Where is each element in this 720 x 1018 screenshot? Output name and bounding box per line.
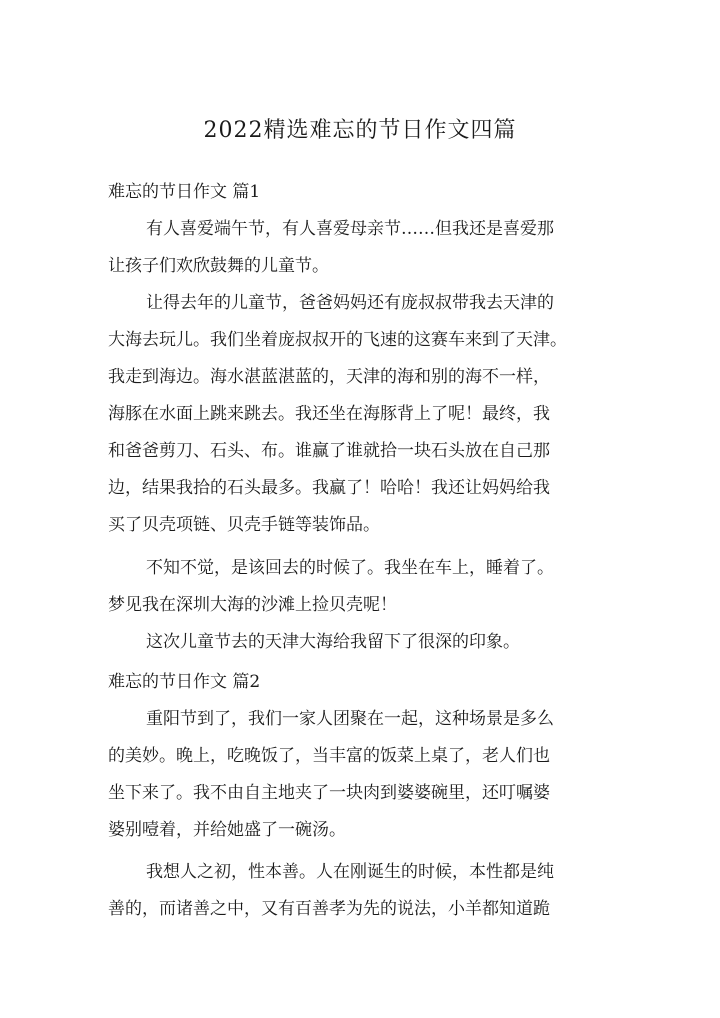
document-title: 2022精选难忘的节日作文四篇: [203, 118, 517, 143]
paragraph-line: 大海去玩儿。我们坐着庞叔叔开的飞速的这赛车来到了天津。: [108, 330, 567, 350]
paragraph-line: 这次儿童节去的天津大海给我留下了很深的印象。: [146, 632, 520, 652]
paragraph-line: 的美妙。晚上，吃晚饭了，当丰富的饭菜上桌了，老人们也: [108, 746, 550, 766]
paragraph-line: 善的，而诸善之中，又有百善孝为先的说法，小羊都知道跪: [108, 899, 550, 919]
section-heading-1: 难忘的节日作文 篇1: [108, 182, 261, 202]
paragraph-line: 和爸爸剪刀、石头、布。谁赢了谁就拾一块石头放在自己那: [108, 441, 550, 461]
paragraph-line: 我想人之初，性本善。人在刚诞生的时候，本性都是纯: [146, 862, 554, 882]
paragraph-line: 婆别噎着，并给她盛了一碗汤。: [108, 820, 346, 840]
paragraph-line: 海豚在水面上跳来跳去。我还坐在海豚背上了呢！最终，我: [108, 404, 550, 424]
paragraph-line: 让孩子们欢欣鼓舞的儿童节。: [108, 256, 329, 276]
paragraph-line: 买了贝壳项链、贝壳手链等装饰品。: [108, 515, 380, 535]
paragraph-line: 梦见我在深圳大海的沙滩上捡贝壳呢！: [108, 595, 397, 615]
paragraph-line: 不知不觉，是该回去的时候了。我坐在车上，睡着了。: [146, 558, 554, 578]
paragraph-line: 让得去年的儿童节，爸爸妈妈还有庞叔叔带我去天津的: [146, 293, 554, 313]
paragraph-line: 我走到海边。海水湛蓝湛蓝的，天津的海和别的海不一样，: [108, 367, 550, 387]
section-heading-2: 难忘的节日作文 篇2: [108, 672, 261, 692]
paragraph-line: 边，结果我拾的石头最多。我赢了！哈哈！我还让妈妈给我: [108, 478, 550, 498]
paragraph-line: 有人喜爱端午节，有人喜爱母亲节……但我还是喜爱那: [146, 219, 554, 239]
paragraph-line: 重阳节到了，我们一家人团聚在一起，这种场景是多么: [146, 709, 554, 729]
paragraph-line: 坐下来了。我不由自主地夹了一块肉到婆婆碗里，还叮嘱婆: [108, 783, 550, 803]
